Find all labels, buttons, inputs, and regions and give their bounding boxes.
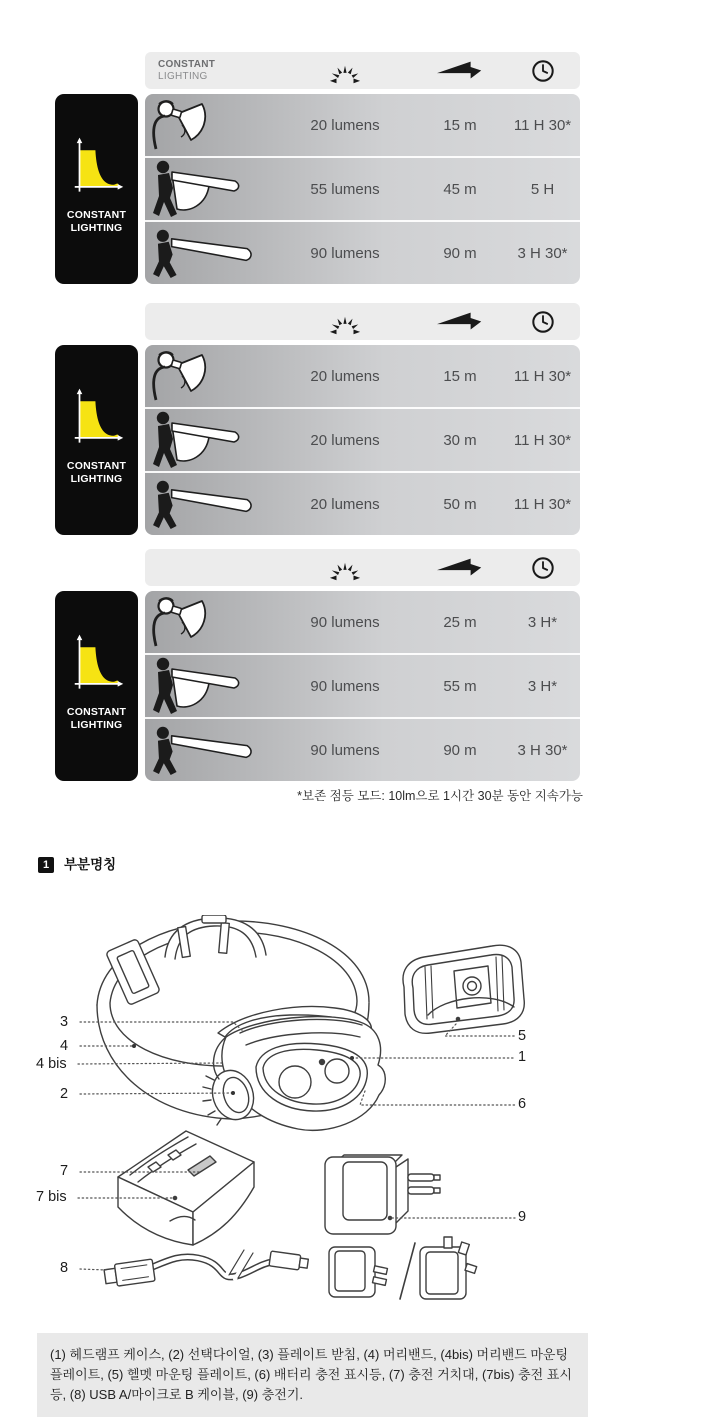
- duration-value: 3 H*: [527, 613, 558, 631]
- brightness-icon: [328, 308, 362, 335]
- distance-value: 15 m: [443, 367, 477, 385]
- constant-lighting-graph-icon: [68, 633, 126, 695]
- part-label-5: 5: [518, 1028, 527, 1044]
- lumens-value: 55 lumens: [310, 180, 380, 198]
- section-title: 부분명칭: [64, 857, 117, 872]
- mixed-beam-mode-icon: [151, 160, 243, 218]
- focused-beam-mode-icon: [151, 229, 257, 278]
- panel-label-line1: CONSTANT: [66, 209, 127, 221]
- table-row: [145, 94, 580, 156]
- table1-body: [145, 94, 580, 284]
- table2-body: [145, 345, 580, 535]
- distance-value: 25 m: [443, 613, 477, 631]
- part-label-6: 6: [518, 1096, 527, 1112]
- table2-header: [145, 303, 580, 340]
- duration-value: 11 H 30*: [513, 116, 572, 134]
- part-label-4: 4: [60, 1038, 69, 1054]
- distance-value: 55 m: [443, 677, 477, 695]
- panel-label-line1: CONSTANT: [66, 706, 127, 718]
- part-label-4bis: 4 bis: [36, 1056, 67, 1072]
- brightness-icon: [328, 554, 362, 581]
- distance-value: 30 m: [443, 431, 477, 449]
- parts-legend: (1) 헤드램프 케이스, (2) 선택다이얼, (3) 플레이트 받침, (4) 머리밴드, (4bis) 머리밴드 마운팅 플레이트, (5) 헬멧 마운팅 플레이트, (6) 배터리 충전 표시등, (7) 충전 거치대, (7bis) 충전 표시등, (8) USB A/마이크로 B 케이블, (9) 충전기.: [37, 1333, 588, 1417]
- constant-lighting-graph-icon: [68, 136, 126, 198]
- constant-lighting-header-label: [145, 59, 275, 83]
- duration-value: 11 H 30*: [513, 495, 572, 513]
- brightness-icon: [328, 57, 362, 84]
- duration-value: 3 H*: [527, 677, 558, 695]
- constant-lighting-panel-label: [67, 460, 126, 486]
- distance-value: 90 m: [443, 244, 477, 262]
- beam-distance-icon: [435, 59, 485, 82]
- duration-value: 11 H 30*: [513, 367, 572, 385]
- panel-label-line1: CONSTANT: [66, 460, 127, 472]
- table-row: [145, 345, 580, 407]
- table-row: [145, 591, 580, 653]
- table-row: [145, 717, 580, 781]
- constant-lighting-panel-label: [67, 706, 126, 732]
- beam-distance-icon: [435, 310, 485, 333]
- constant-lighting-graph-icon: [68, 387, 126, 449]
- beam-distance-icon: [435, 556, 485, 579]
- distance-value: 15 m: [443, 116, 477, 134]
- focused-beam-mode-icon: [151, 726, 257, 775]
- constant-lighting-panel-label: [67, 209, 126, 235]
- distance-value: 45 m: [443, 180, 477, 198]
- constant-lighting-panel-2: [55, 345, 138, 535]
- mixed-beam-mode-icon: [151, 657, 243, 715]
- part-label-9: 9: [518, 1209, 527, 1225]
- header-label-line2: LIGHTING: [158, 70, 208, 82]
- panel-label-line2: LIGHTING: [70, 473, 123, 485]
- section-number-badge: 1: [38, 857, 54, 873]
- burn-time-clock-icon: [531, 556, 555, 580]
- reserve-mode-footnote: *보존 점등 모드: 10lm으로 1시간 30분 동안 지속가능: [297, 789, 583, 803]
- duration-value: 3 H 30*: [517, 741, 568, 759]
- lumens-value: 90 lumens: [310, 741, 380, 759]
- header-label-line1: CONSTANT: [158, 58, 216, 70]
- parts-diagram-illustration: [30, 915, 700, 1315]
- part-label-3: 3: [60, 1014, 69, 1030]
- duration-value: 11 H 30*: [513, 431, 572, 449]
- lumens-value: 90 lumens: [310, 244, 380, 262]
- table1-header: [145, 52, 580, 89]
- part-label-7: 7: [60, 1163, 69, 1179]
- table-row: [145, 471, 580, 535]
- lumens-value: 20 lumens: [310, 495, 380, 513]
- distance-value: 50 m: [443, 495, 477, 513]
- lumens-value: 20 lumens: [310, 367, 380, 385]
- table-row: [145, 653, 580, 717]
- burn-time-clock-icon: [531, 59, 555, 83]
- focused-beam-mode-icon: [151, 480, 257, 529]
- constant-lighting-panel-1: [55, 94, 138, 284]
- table-row: [145, 220, 580, 284]
- close-range-mode-icon: [151, 350, 209, 402]
- burn-time-clock-icon: [531, 310, 555, 334]
- part-label-1: 1: [518, 1049, 527, 1065]
- part-label-8: 8: [60, 1260, 69, 1276]
- table3-header: [145, 549, 580, 586]
- table-row: [145, 407, 580, 471]
- lumens-value: 20 lumens: [310, 431, 380, 449]
- lumens-value: 90 lumens: [310, 613, 380, 631]
- part-label-2: 2: [60, 1086, 69, 1102]
- table-row: [145, 156, 580, 220]
- mixed-beam-mode-icon: [151, 411, 243, 469]
- lumens-value: 90 lumens: [310, 677, 380, 695]
- part-label-7bis: 7 bis: [36, 1189, 67, 1205]
- table3-body: [145, 591, 580, 781]
- distance-value: 90 m: [443, 741, 477, 759]
- close-range-mode-icon: [151, 596, 209, 648]
- duration-value: 3 H 30*: [517, 244, 568, 262]
- panel-label-line2: LIGHTING: [70, 222, 123, 234]
- constant-lighting-panel-3: [55, 591, 138, 781]
- panel-label-line2: LIGHTING: [70, 719, 123, 731]
- close-range-mode-icon: [151, 99, 209, 151]
- duration-value: 5 H: [530, 180, 555, 198]
- lumens-value: 20 lumens: [310, 116, 380, 134]
